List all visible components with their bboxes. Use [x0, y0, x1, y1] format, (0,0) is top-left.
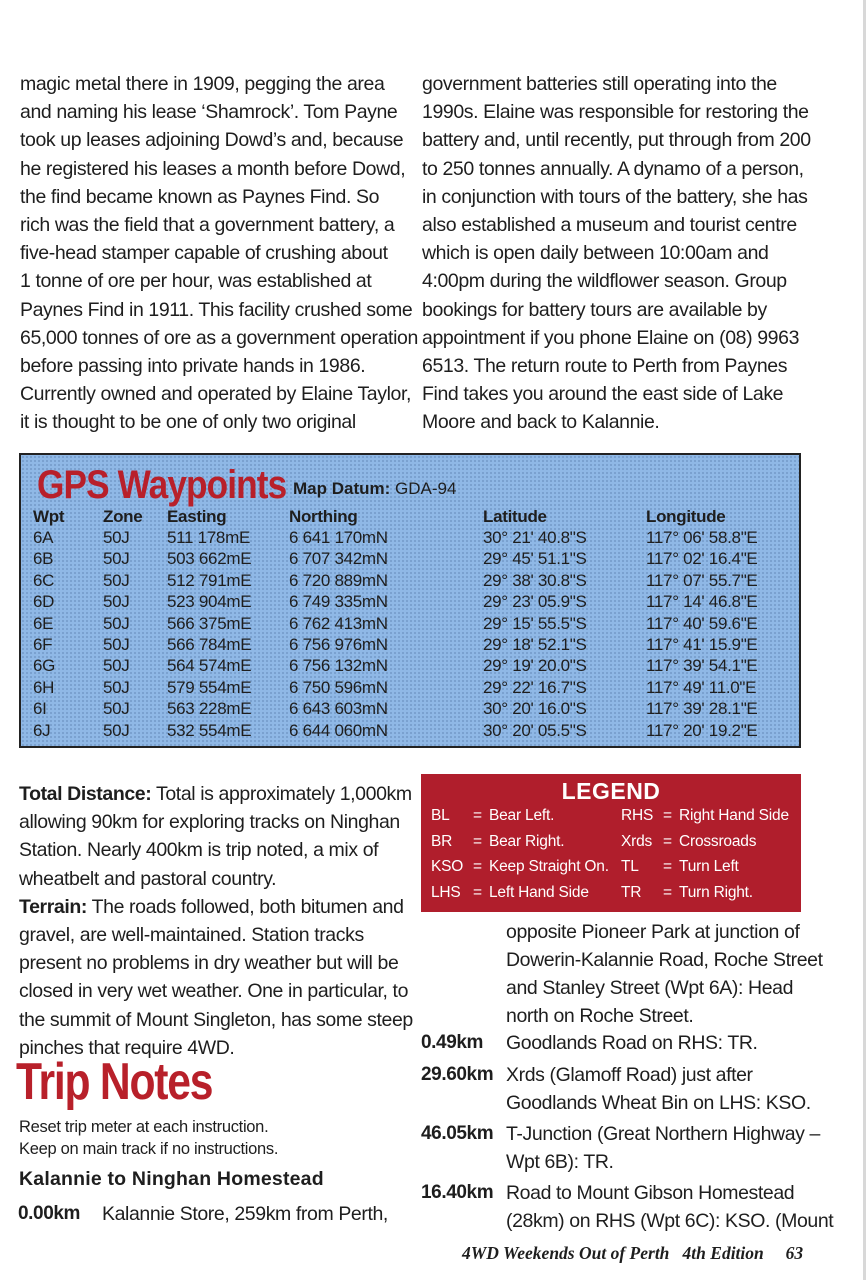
gps-cell-latitude: 29° 22' 16.7"S	[483, 677, 587, 697]
legend-eq: =	[663, 883, 672, 901]
legend-eq: =	[663, 807, 672, 824]
map-datum	[293, 479, 456, 499]
edition: 4th Edition	[682, 1243, 764, 1263]
page-number: 63	[785, 1243, 804, 1263]
legend-desc: Bear Left.	[489, 807, 555, 824]
gps-header-latitude: Latitude	[483, 507, 547, 526]
leg-text: Xrds (Glamoff Road) just after	[506, 1064, 753, 1086]
gps-cell-latitude: 30° 20' 05.5"S	[483, 720, 587, 740]
leg-text: T-Junction (Great Northern Highway –	[506, 1123, 820, 1145]
gps-cell-northing: 6 643 603mN	[289, 699, 388, 719]
leg-text: Dowerin-Kalannie Road, Roche Street	[506, 949, 823, 971]
map-datum-value: GDA-94	[395, 479, 457, 498]
gps-cell-wpt: 6A	[33, 528, 54, 547]
leg-km: 16.40km	[421, 1182, 494, 1203]
legend-abbr: BR	[431, 832, 453, 850]
legend-desc: Turn Right.	[679, 883, 753, 901]
gps-cell-longitude: 117° 20' 19.2"E	[646, 720, 758, 740]
terrain-line: pinches that require 4WD.	[19, 1036, 235, 1059]
gps-cell-longitude: 117° 07' 55.7"E	[646, 570, 758, 590]
leg-text: opposite Pioneer Park at junction of	[506, 921, 800, 943]
gps-cell-latitude: 30° 20' 16.0"S	[483, 699, 587, 719]
gps-cell-wpt: 6E	[33, 613, 54, 633]
text-line: bookings for battery tours are available by	[422, 298, 767, 321]
gps-cell-easting: 532 554mE	[167, 720, 252, 740]
legend-abbr: RHS	[621, 807, 654, 824]
gps-cell-zone: 50J	[103, 613, 130, 633]
leg-text: Goodlands Road on RHS: TR.	[506, 1032, 758, 1054]
body-column-left	[20, 70, 418, 437]
legend-desc: Bear Right.	[489, 832, 565, 850]
gps-cell-wpt: 6J	[33, 720, 51, 740]
gps-cell-latitude: 29° 18' 52.1"S	[483, 635, 587, 654]
gps-cell-wpt: 6B	[33, 549, 54, 569]
gps-cell-latitude: 30° 21' 40.8"S	[483, 528, 587, 547]
page-footer	[462, 1243, 803, 1264]
legend-eq: =	[473, 807, 482, 824]
legend-desc: Left Hand Side	[489, 883, 589, 901]
distance-line: Total Distance: Total is approximately 1,000km	[19, 783, 412, 805]
legend-abbr: BL	[431, 807, 450, 824]
legend-desc: Turn Left	[679, 858, 739, 875]
gps-cell-zone: 50J	[103, 570, 130, 590]
gps-cell-latitude: 29° 38' 30.8"S	[483, 570, 587, 590]
text-line: it is thought to be one of only two original	[20, 411, 356, 434]
gps-cell-northing: 6 641 170mN	[289, 528, 388, 547]
terrain-line: gravel, are well-maintained. Station tracks	[19, 924, 364, 947]
gps-waypoints-box	[19, 453, 801, 748]
text-line: 4:00pm during the wildflower season. Group	[422, 270, 787, 293]
gps-cell-northing: 6 720 889mN	[289, 570, 388, 590]
gps-cell-longitude: 117° 02' 16.4"E	[646, 549, 758, 569]
text-line: 6513. The return route to Perth from Paynes	[422, 355, 788, 378]
distance-label: Total Distance:	[19, 783, 152, 805]
gps-cell-wpt: 6C	[33, 570, 55, 590]
gps-cell-longitude: 117° 39' 28.1"E	[646, 699, 758, 719]
legend-abbr: TL	[621, 858, 639, 875]
distance-line: allowing 90km for exploring tracks on Ninghan	[19, 811, 400, 834]
gps-cell-zone: 50J	[103, 677, 130, 697]
text-line: five-head stamper capable of crushing about	[20, 242, 388, 265]
text-line: 65,000 tonnes of ore as a government operation	[20, 326, 418, 349]
book-title: 4WD Weekends Out of Perth	[462, 1243, 670, 1263]
gps-cell-easting: 512 791mE	[167, 570, 252, 590]
gps-cell-zone: 50J	[103, 592, 130, 612]
leg-text: Wpt 6B): TR.	[506, 1151, 614, 1173]
gps-cell-wpt: 6G	[33, 656, 56, 676]
leg-text: Kalannie Store, 259km from Perth,	[102, 1203, 388, 1225]
legend-eq: =	[663, 832, 672, 850]
gps-cell-northing: 6 749 335mN	[289, 592, 388, 612]
legend-box	[421, 774, 801, 912]
text-line: magic metal there in 1909, pegging the area	[20, 73, 385, 95]
gps-cell-longitude: 117° 40' 59.6"E	[646, 613, 758, 633]
gps-cell-zone: 50J	[103, 656, 130, 676]
distance-line: Station. Nearly 400km is trip noted, a mix of	[19, 839, 379, 862]
trip-summary	[19, 780, 413, 1062]
gps-cell-easting: 523 904mE	[167, 592, 252, 612]
gps-header-easting: Easting	[167, 507, 227, 526]
legend-title: LEGEND	[561, 778, 661, 804]
text-line: 1 tonne of ore per hour, was established at	[20, 270, 372, 293]
text-line: Find takes you around the east side of Lake	[422, 383, 784, 406]
legend-abbr: TR	[621, 883, 642, 901]
gps-cell-longitude: 117° 39' 54.1"E	[646, 656, 758, 676]
gps-cell-zone: 50J	[103, 528, 130, 547]
leg-text: and Stanley Street (Wpt 6A): Head	[506, 977, 794, 999]
legend-eq: =	[473, 858, 482, 875]
gps-cell-northing: 6 750 596mN	[289, 677, 388, 697]
legend-abbr: LHS	[431, 883, 461, 901]
map-datum-label: Map Datum:	[293, 479, 391, 498]
gps-cell-northing: 6 756 132mN	[289, 656, 388, 676]
text-line: which is open daily between 10:00am and	[422, 242, 769, 265]
gps-cell-longitude: 117° 06' 58.8"E	[646, 528, 758, 547]
trip-note: Keep on main track if no instructions.	[19, 1140, 279, 1158]
gps-header-northing: Northing	[289, 507, 358, 526]
gps-cell-wpt: 6I	[33, 699, 47, 719]
legend-eq: =	[663, 858, 672, 875]
legend-abbr: Xrds	[621, 832, 653, 850]
gps-cell-wpt: 6F	[33, 635, 53, 654]
text-line: government batteries still operating into the	[422, 73, 777, 95]
text-line: to 250 tonnes annually. A dynamo of a person,	[422, 157, 804, 180]
trip-notes-title: Trip Notes	[16, 1053, 213, 1111]
gps-header-longitude: Longitude	[646, 507, 726, 526]
gps-header-zone: Zone	[103, 507, 143, 526]
legend-desc: Keep Straight On.	[489, 858, 609, 875]
route-title: Kalannie to Ninghan Homestead	[19, 1168, 324, 1190]
gps-cell-easting: 564 574mE	[167, 656, 252, 676]
terrain-line: the summit of Mount Singleton, has some steep	[19, 1008, 413, 1031]
gps-cell-zone: 50J	[103, 699, 130, 719]
leg-km: 0.00km	[18, 1203, 81, 1224]
gps-cell-easting: 566 784mE	[167, 635, 252, 654]
gps-cell-zone: 50J	[103, 635, 130, 654]
gps-title: GPS Waypoints	[37, 463, 287, 507]
legend-eq: =	[473, 832, 482, 850]
text-line: rich was the field that a government battery, a	[20, 214, 395, 237]
gps-cell-northing: 6 756 976mN	[289, 635, 388, 654]
gps-cell-longitude: 117° 14' 46.8"E	[646, 592, 758, 612]
trip-note: Reset trip meter at each instruction.	[19, 1118, 269, 1136]
gps-cell-latitude: 29° 23' 05.9"S	[483, 592, 587, 612]
leg-km: 0.49km	[421, 1032, 484, 1053]
leg-text: Road to Mount Gibson Homestead	[506, 1182, 795, 1204]
text-line: in conjunction with tours of the battery, she has	[422, 185, 808, 208]
leg-km: 46.05km	[421, 1123, 494, 1144]
gps-cell-easting: 579 554mE	[167, 677, 252, 697]
text-line: 1990s. Elaine was responsible for restoring the	[422, 101, 809, 124]
terrain-line: closed in very wet weather. One in particular, to	[19, 980, 409, 1003]
leg-km: 29.60km	[421, 1064, 494, 1085]
distance-line: wheatbelt and pastoral country.	[19, 867, 277, 890]
gps-cell-northing: 6 707 342mN	[289, 549, 388, 569]
legend-desc: Right Hand Side	[679, 807, 789, 824]
gps-cell-easting: 563 228mE	[167, 699, 252, 719]
body-column-right	[422, 70, 811, 437]
gps-cell-zone: 50J	[103, 549, 130, 569]
gps-cell-zone: 50J	[103, 720, 130, 740]
text-line: and naming his lease ‘Shamrock’. Tom Payne	[20, 101, 398, 124]
gps-cell-longitude: 117° 41' 15.9"E	[646, 635, 758, 654]
gps-cell-wpt: 6H	[33, 677, 55, 697]
gps-header-wpt: Wpt	[33, 507, 65, 526]
text-line: Currently owned and operated by Elaine Taylor,	[20, 383, 411, 406]
text-line: the find became known as Paynes Find. So	[20, 185, 380, 208]
text-line: also established a museum and tourist centre	[422, 214, 797, 237]
terrain-label: Terrain:	[19, 895, 87, 918]
gps-cell-easting: 566 375mE	[167, 613, 252, 633]
gps-cell-latitude: 29° 19' 20.0"S	[483, 656, 587, 676]
legend-abbr: KSO	[431, 858, 464, 875]
leg-text: (28km) on RHS (Wpt 6C): KSO. (Mount	[506, 1210, 834, 1232]
terrain-line: Terrain: The roads followed, both bitumen and	[19, 895, 404, 918]
text-line: Paynes Find in 1911. This facility crushed some	[20, 298, 413, 321]
gps-cell-wpt: 6D	[33, 592, 55, 612]
leg-text: north on Roche Street.	[506, 1005, 694, 1027]
text-line: battery and, until recently, put through from 200	[422, 129, 811, 152]
text-line: appointment if you phone Elaine on (08) 9963	[422, 326, 800, 349]
gps-cell-easting: 511 178mE	[167, 528, 250, 547]
leg-text: Goodlands Wheat Bin on LHS: KSO.	[506, 1092, 811, 1114]
legend-desc: Crossroads	[679, 832, 757, 850]
text-line: Moore and back to Kalannie.	[422, 411, 660, 434]
text-line: took up leases adjoining Dowd’s and, because	[20, 129, 404, 152]
gps-cell-northing: 6 644 060mN	[289, 720, 388, 740]
text-line: before passing into private hands in 1986.	[20, 355, 366, 378]
gps-cell-latitude: 29° 15' 55.5"S	[483, 613, 587, 633]
text-line: he registered his leases a month before Dowd,	[20, 157, 406, 180]
terrain-line: present no problems in dry weather but will be	[19, 952, 399, 975]
gps-cell-easting: 503 662mE	[167, 549, 252, 569]
gps-cell-longitude: 117° 49' 11.0"E	[646, 677, 757, 697]
gps-cell-northing: 6 762 413mN	[289, 613, 388, 633]
gps-cell-latitude: 29° 45' 51.1"S	[483, 549, 587, 569]
legend-eq: =	[473, 883, 482, 901]
